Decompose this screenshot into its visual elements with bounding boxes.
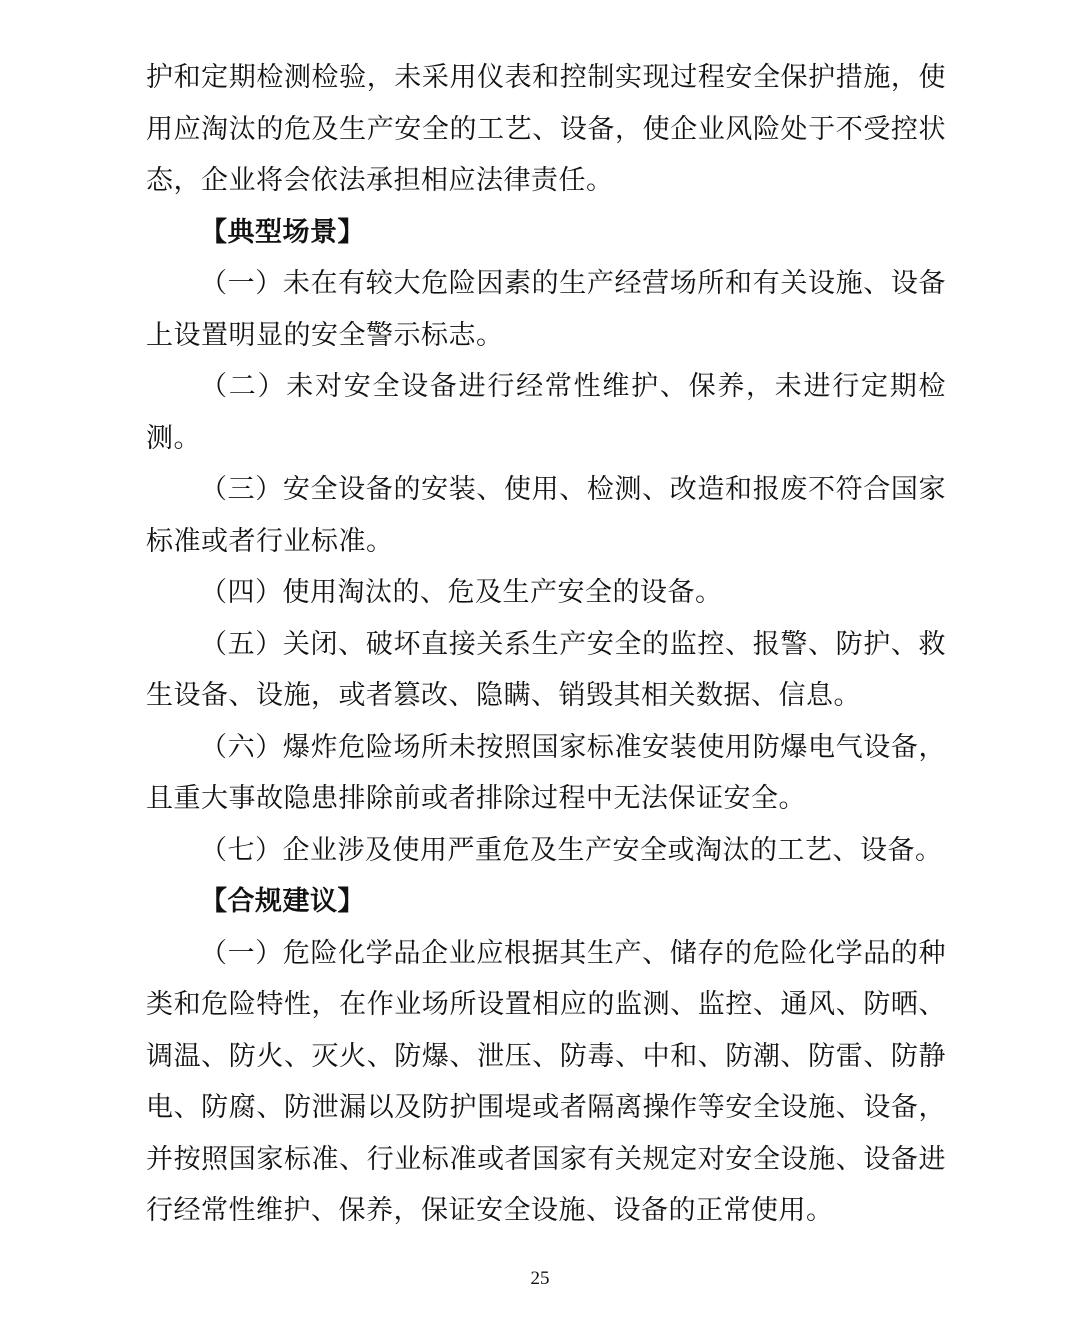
scenario-item-6: （六）爆炸危险场所未按照国家标准安装使用防爆电气设备，且重大事故隐患排除前或者排除过程中无法保证安全。 — [146, 731, 946, 814]
compliance-item-1: （一）危险化学品企业应根据其生产、储存的危险化学品的种类和危险特性，在作业场所设置相应的监测、监控、通风、防晒、调温、防火、灭火、防爆、泄压、防毒、中和、防潮、防雷、防静电、防腐、防泄漏以及防护围堤或者隔离操作等安全设施、设备，并按照国家标准、行业标准或者国家有关规定对安全设施、设备进行经常性维护、保养，保证安全设施、设备的正常使用。 — [146, 937, 946, 1226]
scenario-item-5: （五）关闭、破坏直接关系生产安全的监控、报警、防护、救生设备、设施，或者篡改、隐瞒、销毁其相关数据、信息。 — [146, 628, 946, 711]
section-heading-compliance-advice: 【合规建议】 — [200, 886, 365, 917]
scenario-item-4: （四）使用淘汰的、危及生产安全的设备。 — [200, 577, 723, 608]
section-heading-typical-scenarios: 【典型场景】 — [200, 216, 365, 248]
scenario-item-2: （二）未对安全设备进行经常性维护、保养，未进行定期检测。 — [146, 371, 946, 454]
scenario-item-1: （一）未在有较大危险因素的生产经营场所和有关设施、设备上设置明显的安全警示标志。 — [146, 268, 946, 351]
scenario-item-7: （七）企业涉及使用严重危及生产安全或淘汰的工艺、设备。 — [200, 834, 943, 866]
page-number: 25 — [530, 1268, 550, 1289]
scenario-item-3: （三）安全设备的安装、使用、检测、改造和报废不符合国家标准或者行业标准。 — [146, 474, 946, 557]
intro-paragraph: 护和定期检测检验，未采用仪表和控制实现过程安全保护措施，使用应淘汰的危及生产安全的工艺、设备，使企业风险处于不受控状态，企业将会依法承担相应法律责任。 — [146, 62, 946, 196]
document-body — [146, 52, 946, 1237]
